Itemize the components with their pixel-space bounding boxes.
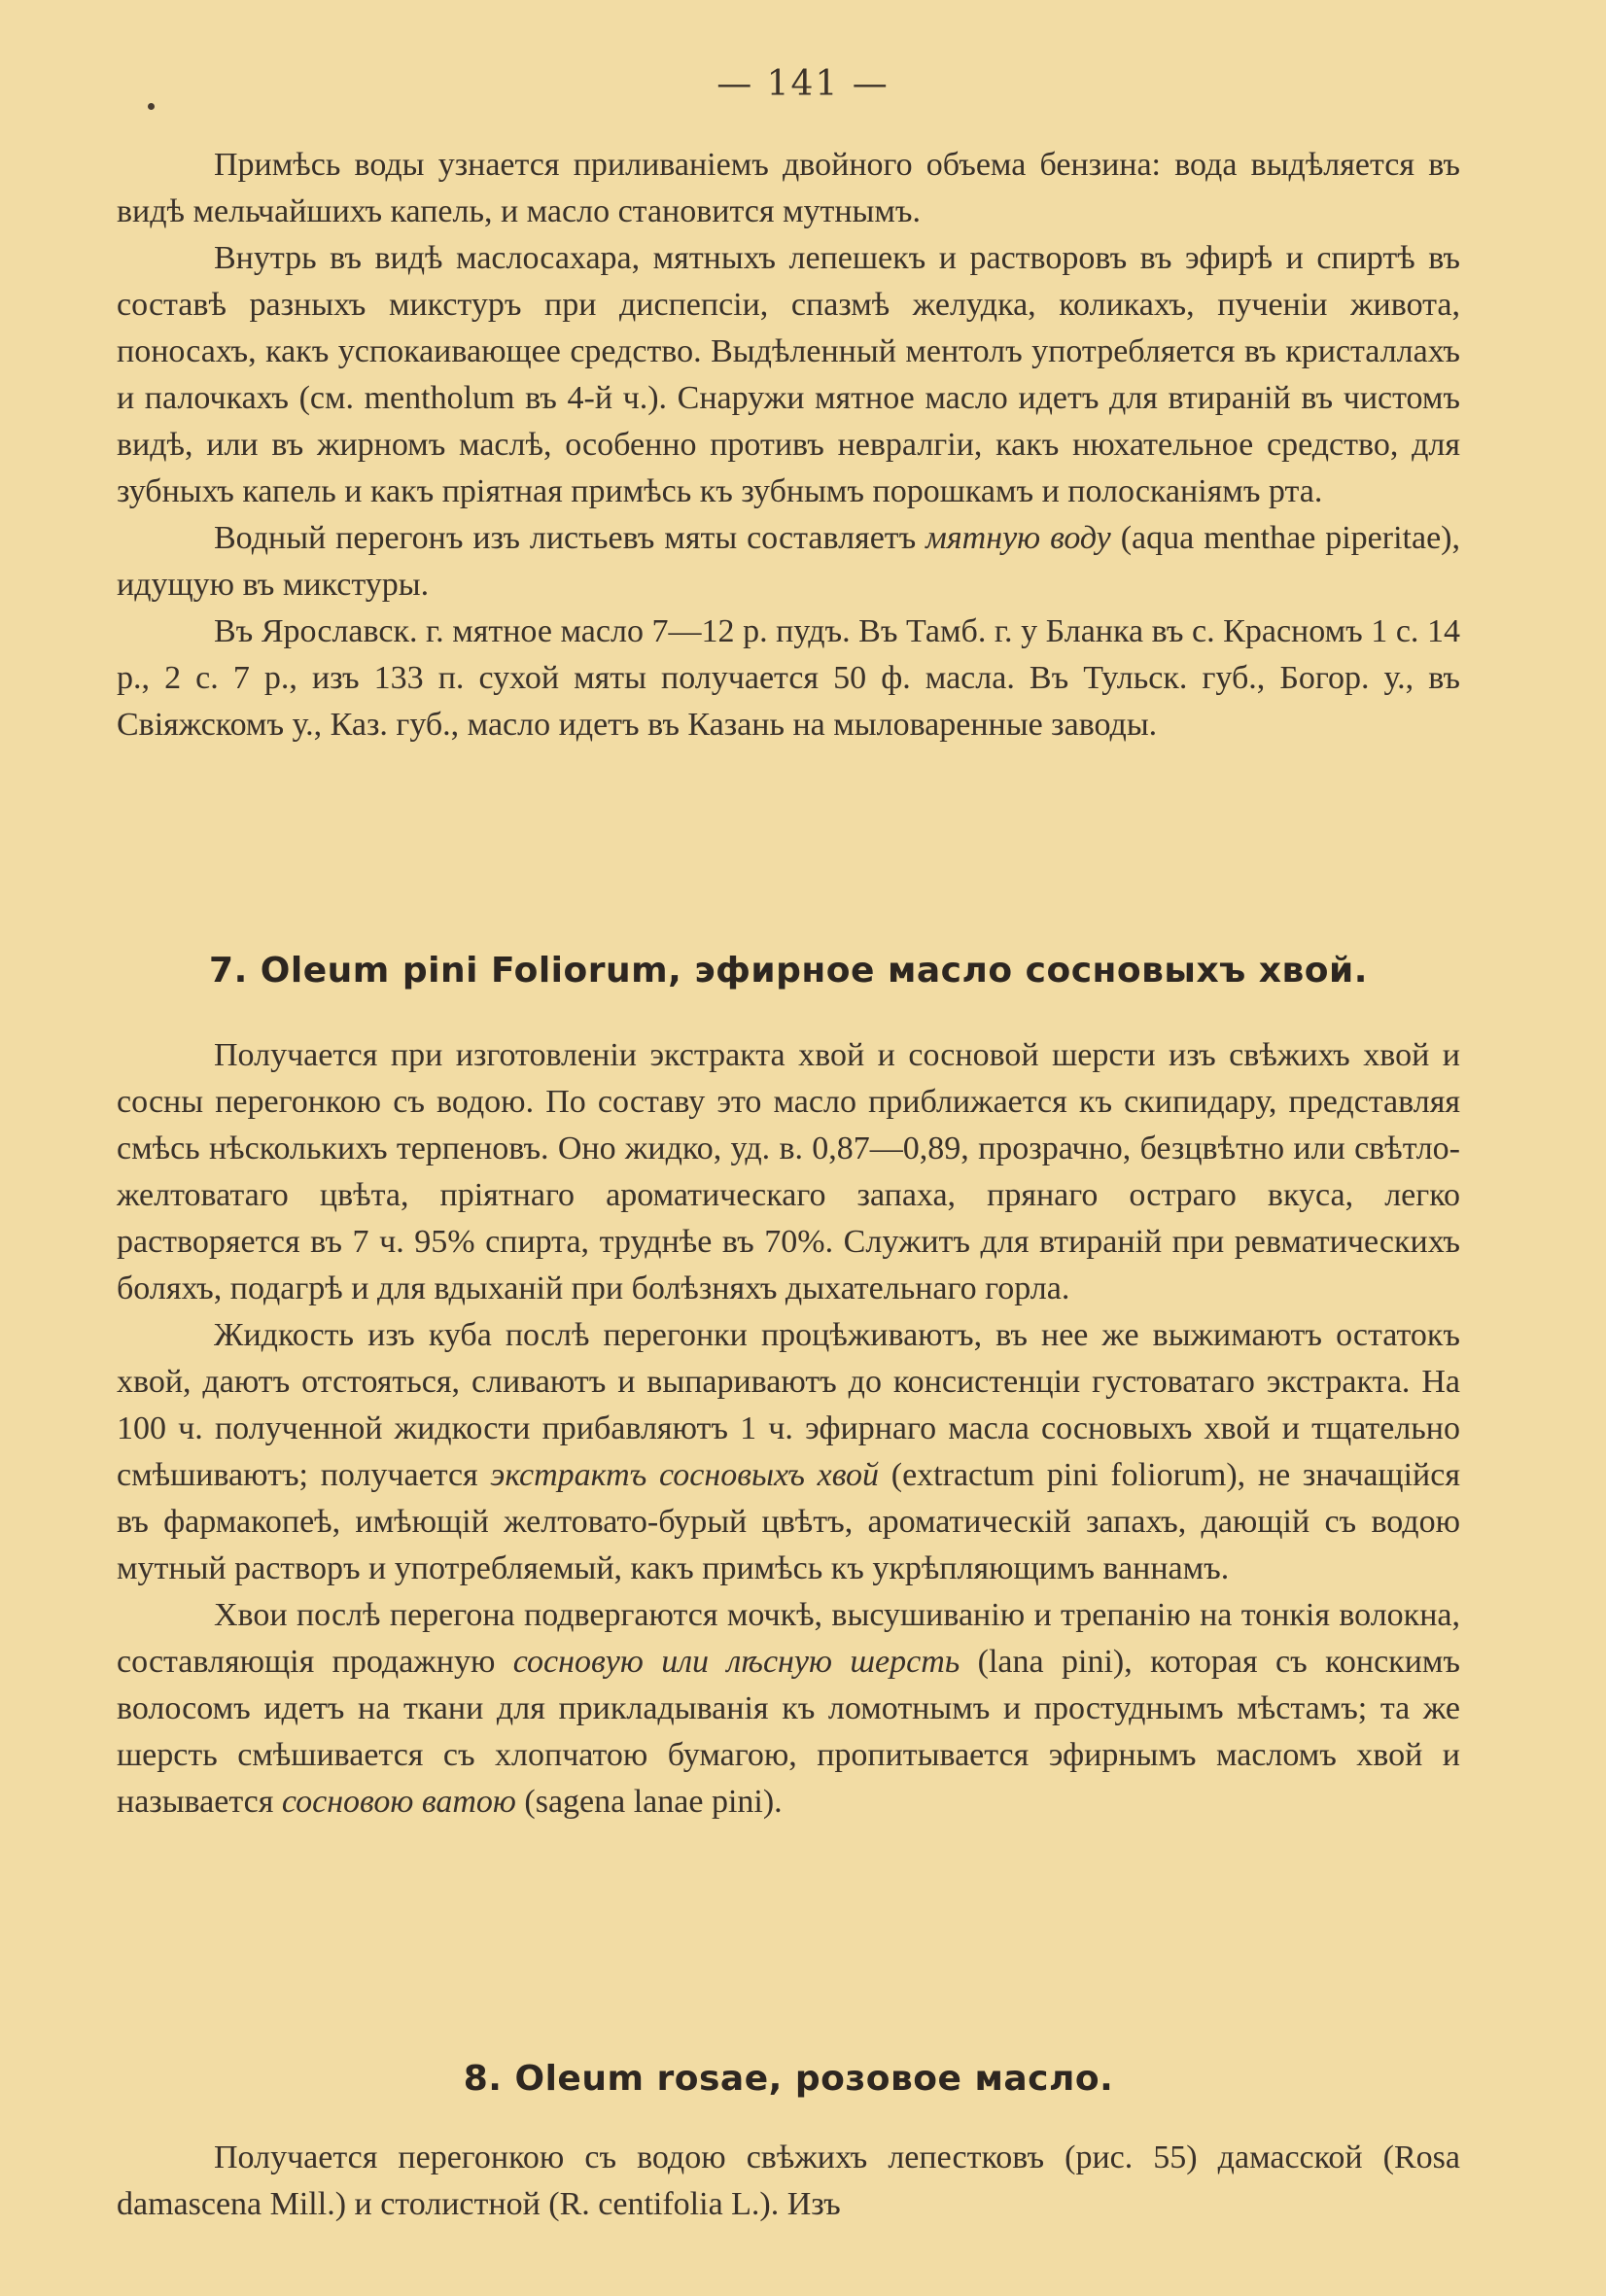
section-7-heading: 7. Oleum pini Foliorum, эфирное масло сосновыхъ хвой. [209, 951, 1368, 991]
paragraph-water-admixture: Примѣсь воды узнается приливаніемъ двойного объема бензина: вода выдѣляется въ видѣ мельчайшихъ капель, и масло становится мутнымъ. [117, 147, 1460, 229]
section-8-text [117, 2135, 1460, 2228]
pine-extract-text-after: (extractum pini foliorum), не значащійся въ фармакопеѣ, имѣющій желтовато-бурый цвѣтъ, ароматическій запахъ, дающій съ водою мутный растворъ и употребляемый, какъ примѣсь къ укрѣпляющимъ ваннамъ. [117, 1457, 1460, 1586]
paragraph-pine-extract [117, 1312, 1460, 1592]
mint-water-term: мятную воду [925, 520, 1111, 556]
pine-extract-text-before: Жидкость изъ куба послѣ перегонки процѣживаютъ, въ нее же выжимаютъ остатокъ хвой, даютъ отстояться, сливаютъ и выпариваютъ до консистенціи густоватаго экстракта. На 100 ч. полученной жидкости прибавляютъ 1 ч. эфирнаго масла сосновыхъ хвой и тщательно смѣшиваютъ; получается [117, 1317, 1460, 1493]
pine-wadding-term: сосновою ватою [281, 1784, 516, 1820]
ink-speck [148, 103, 155, 110]
section-8-heading: 8. Oleum rosae, розовое масло. [463, 2059, 1114, 2099]
paragraph-regional-prices: Въ Ярославск. г. мятное масло 7—12 р. пудъ. Въ Тамб. г. у Бланка въ с. Красномъ 1 с. 14 р., 2 с. 7 р., изъ 133 п. сухой мяты получается 50 ф. масла. Въ Тульск. губ., Богор. у., въ Свіяжскомъ у., Каз. губ., масло идетъ въ Казань на мыловаренные заводы. [117, 613, 1460, 743]
pine-extract-term: экстрактъ сосновыхъ хвой [490, 1457, 880, 1493]
page-number: — 141 — [716, 64, 890, 104]
paragraph-rose-oil: Получается перегонкою съ водою свѣжихъ лепестковъ (рис. 55) дамасской (Rosa damascena Mill.) и столистной (R. centifolia L.). Изъ [117, 2139, 1460, 2222]
pine-wool-text-before: Хвои послѣ перегона подвергаются мочкѣ, высушиванію и трепанію на тонкія волокна, составляющія продажную [117, 1597, 1460, 1680]
paragraph-mint-water [117, 515, 1460, 609]
pine-wool-term: сосновую или лѣсную шерсть [512, 1644, 960, 1680]
section-top-text [117, 142, 1460, 748]
paragraph-internal-use: Внутрь въ видѣ маслосахара, мятныхъ лепешекъ и растворовъ въ эфирѣ и спиртѣ въ составѣ разныхъ микстуръ при диспепсіи, спазмѣ желудка, коликахъ, пученіи живота, поносахъ, какъ успокаивающее средство. Выдѣленный ментолъ употребляется въ кристаллахъ и палочкахъ (см. mentholum въ 4-й ч.). Снаружи мятное масло идетъ для втираній въ чистомъ видѣ, или въ жирномъ маслѣ, особенно противъ невралгіи, какъ нюхательное средство, для зубныхъ капель и какъ пріятная примѣсь къ зубнымъ порошкамъ и полосканіямъ рта. [117, 240, 1460, 509]
section-7-text [117, 1032, 1460, 1826]
paragraph-pine-wool [117, 1592, 1460, 1826]
mint-water-text-after: (aqua menthae piperitae), идущую въ микстуры. [117, 520, 1460, 603]
pine-wool-text-after: (sagena lanae pini). [515, 1784, 783, 1820]
paragraph-pine-oil-description: Получается при изготовленіи экстракта хвой и сосновой шерсти изъ свѣжихъ хвой и сосны перегонкою съ водою. По составу это масло приближается къ скипидару, представляя смѣсь нѣсколькихъ терпеновъ. Оно жидко, уд. в. 0,87—0,89, прозрачно, безцвѣтно или свѣтло-желтоватаго цвѣта, пріятнаго ароматическаго запаха, прянаго остраго вкуса, легко растворяется въ 7 ч. 95% спирта, труднѣе въ 70%. Служитъ для втираній при ревматическихъ боляхъ, подагрѣ и для вдыханій при болѣзняхъ дыхательнаго горла. [117, 1037, 1460, 1306]
mint-water-text-before: Водный перегонъ изъ листьевъ мяты составляетъ [214, 520, 926, 556]
pine-wool-text-middle: (lana pini), которая съ конскимъ волосомъ идетъ на ткани для прикладыванія къ ломотнымъ и простуднымъ мѣстамъ; та же шерсть смѣшивается съ хлопчатою бумагою, пропитывается эфирнымъ масломъ хвой и называется [117, 1644, 1460, 1820]
